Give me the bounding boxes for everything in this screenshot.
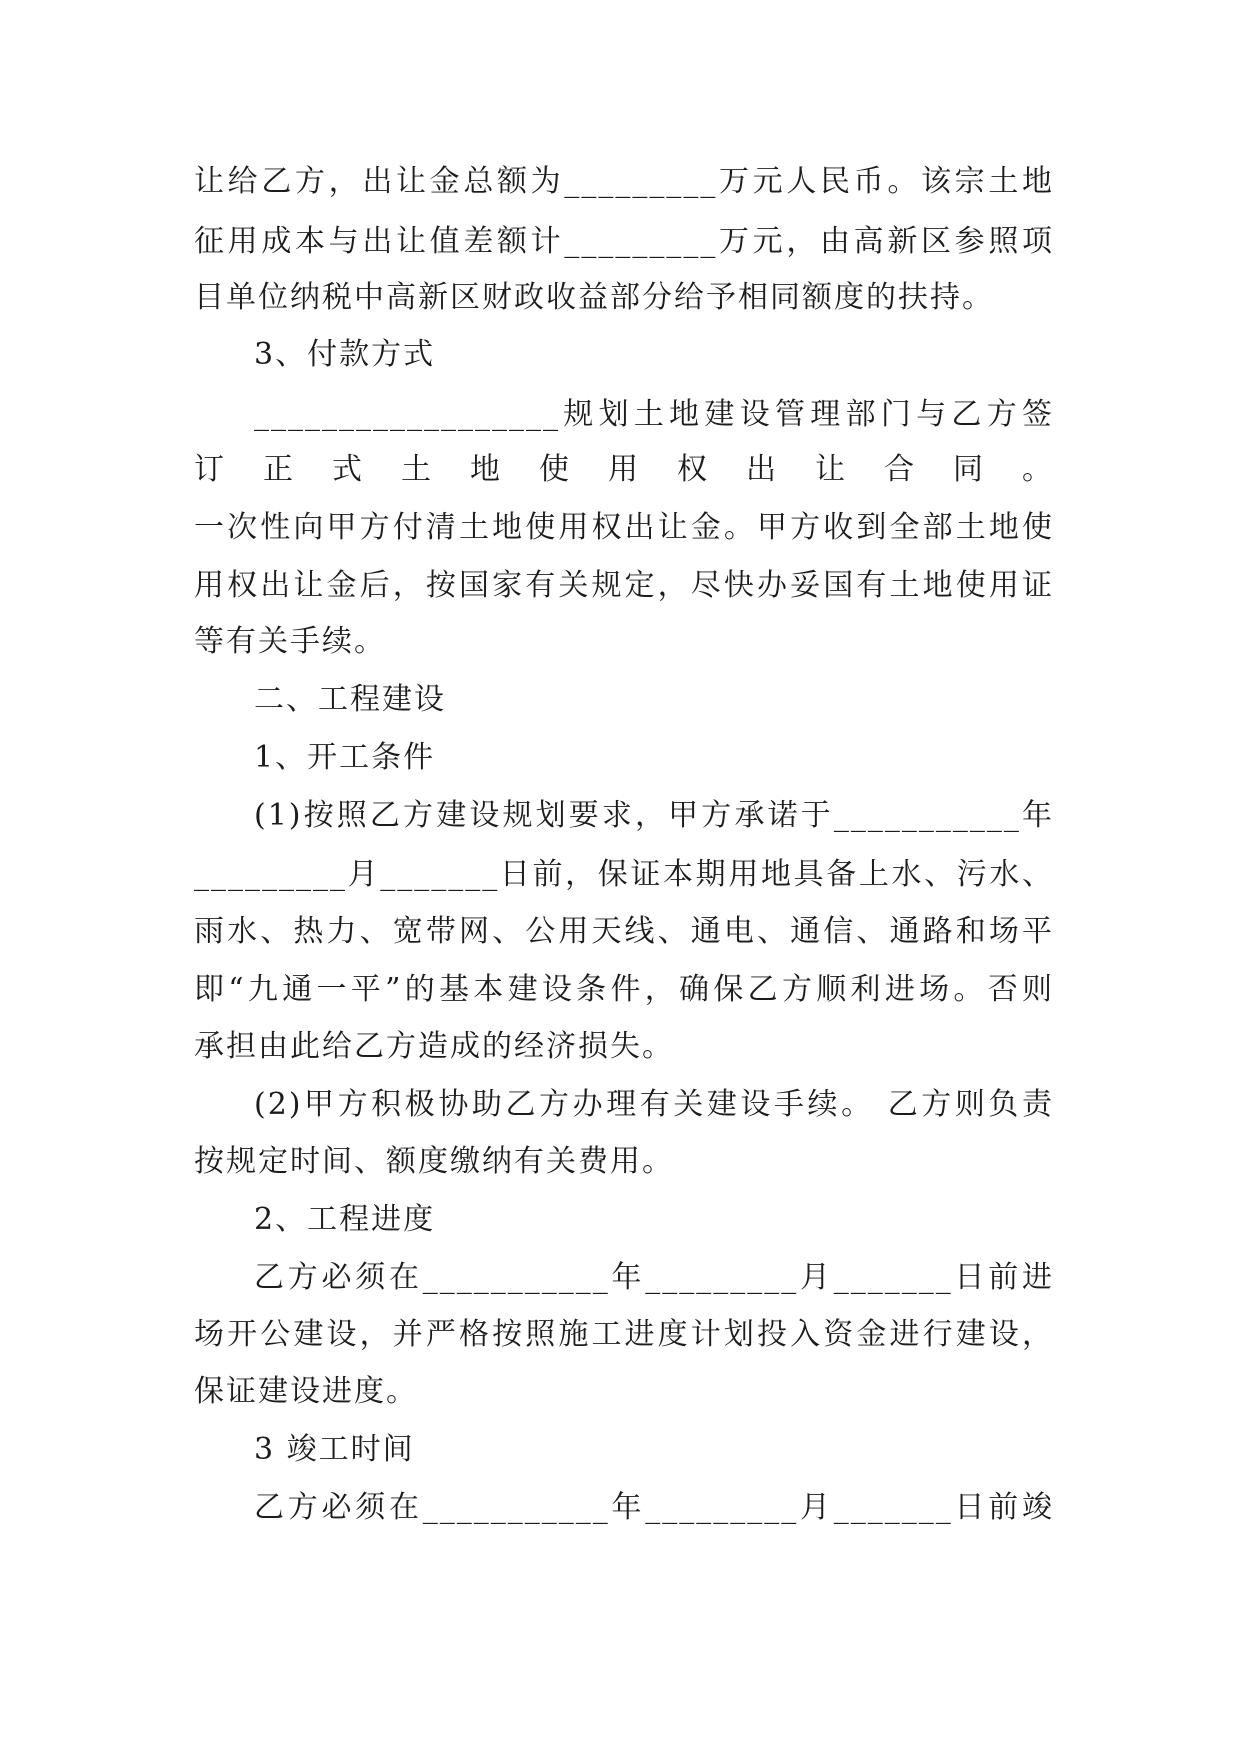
- paragraph-line: 雨水、热力、宽带网、公用天线、通电、通信、通路和场平: [194, 914, 1054, 949]
- paragraph-line: 按规定时间、额度缴纳有关费用。: [194, 1144, 674, 1179]
- section-heading: 3、付款方式: [254, 337, 436, 372]
- paragraph-line: 乙方必须在___________年_________月_______日前进: [254, 1260, 1054, 1295]
- section-heading: 二、工程建设: [254, 682, 446, 717]
- section-heading: 2、工程进度: [254, 1202, 436, 1237]
- paragraph-line: 场开公建设，并严格按照施工进度计划投入资金进行建设，: [194, 1317, 1054, 1352]
- paragraph-line: 承担由此给乙方造成的经济损失。: [194, 1029, 674, 1064]
- section-heading: 3 竣工时间: [254, 1432, 415, 1467]
- paragraph-line: 订正式土地使用权出让合同。: [194, 452, 1054, 487]
- paragraph-line: 即“九通一平”的基本建设条件，确保乙方顺利进场。否则: [194, 972, 1054, 1007]
- paragraph-line: 征用成本与出让值差额计_________万元，由高新区参照项: [194, 224, 1054, 259]
- paragraph-line: 等有关手续。: [194, 624, 386, 659]
- section-heading: 1、开工条件: [254, 740, 436, 775]
- paragraph-line: 一次性向甲方付清土地使用权出让金。甲方收到全部土地使: [194, 510, 1054, 545]
- paragraph-line: __________________规划土地建设管理部门与乙方签: [254, 397, 1054, 432]
- paragraph-line: 让给乙方，出让金总额为_________万元人民币。该宗土地: [194, 164, 1054, 199]
- paragraph-line: 乙方必须在___________年_________月_______日前竣: [254, 1490, 1054, 1525]
- paragraph-line: (2)甲方积极协助乙方办理有关建设手续。 乙方则负责: [254, 1087, 1054, 1122]
- paragraph-line: (1)按照乙方建设规划要求，甲方承诺于___________年: [254, 798, 1054, 833]
- paragraph-line: _________月_______日前，保证本期用地具备上水、污水、: [194, 857, 1054, 892]
- paragraph-line: 保证建设进度。: [194, 1374, 418, 1409]
- paragraph-line: 目单位纳税中高新区财政收益部分给予相同额度的扶持。: [194, 280, 994, 315]
- paragraph-line: 用权出让金后，按国家有关规定，尽快办妥国有土地使用证: [194, 568, 1054, 603]
